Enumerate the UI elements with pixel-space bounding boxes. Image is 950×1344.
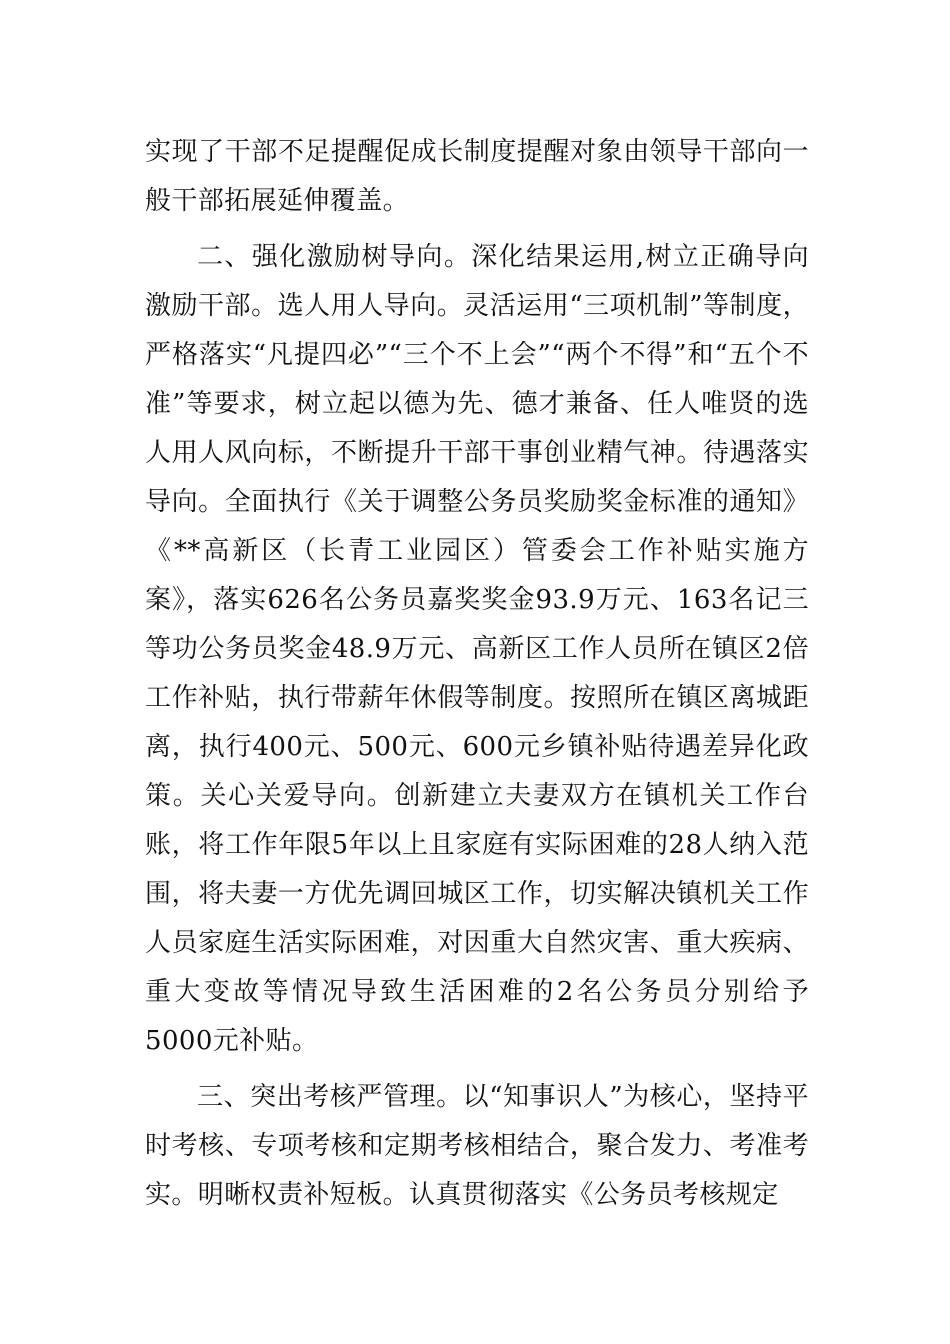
document-body (145, 128, 809, 1220)
paragraph-section-three: 三、突出考核严管理。以“知事识人”为核心，坚持平时考核、专项考核和定期考核相结合，聚合发力、考准考实。明晰权责补短板。认真贯彻落实《公务员考核规定 (145, 1082, 809, 1210)
paragraph-continuation: 实现了干部不足提醒促成长制度提醒对象由领导干部向一般干部拓展延伸覆盖。 (145, 137, 809, 216)
paragraph-section-two: 二、强化激励树导向。深化结果运用,树立正确导向激励干部。选人用人导向。灵活运用“三项机制”等制度，严格落实“凡提四必”“三个不上会”“两个不得”和“五个不准”等要求，树立起以德为先、德才兼备、任人唯贤的选人用人风向标，不断提升干部干事创业精气神。待遇落实导向。全面执行《关于调整公务员奖励奖金标准的通知》《**高新区（长青工业园区）管委会工作补贴实施方案》，落实626名公务员嘉奖奖金93.9万元、163名记三等功公务员奖金48.9万元、高新区工作人员所在镇区2倍工作补贴，执行带薪年休假等制度。按照所在镇区离城距离，执行400元、500元、600元乡镇补贴待遇差异化政策。关心关爱导向。创新建立夫妻双方在镇机关工作台账，将工作年限5年以上且家庭有实际困难的28人纳入范围，将夫妻一方优先调回城区工作，切实解决镇机关工作人员家庭生活实际困难，对因重大自然灾害、重大疾病、重大变故等情况导致生活困难的2名公务员分别给予5000元补贴。 (145, 242, 809, 1056)
